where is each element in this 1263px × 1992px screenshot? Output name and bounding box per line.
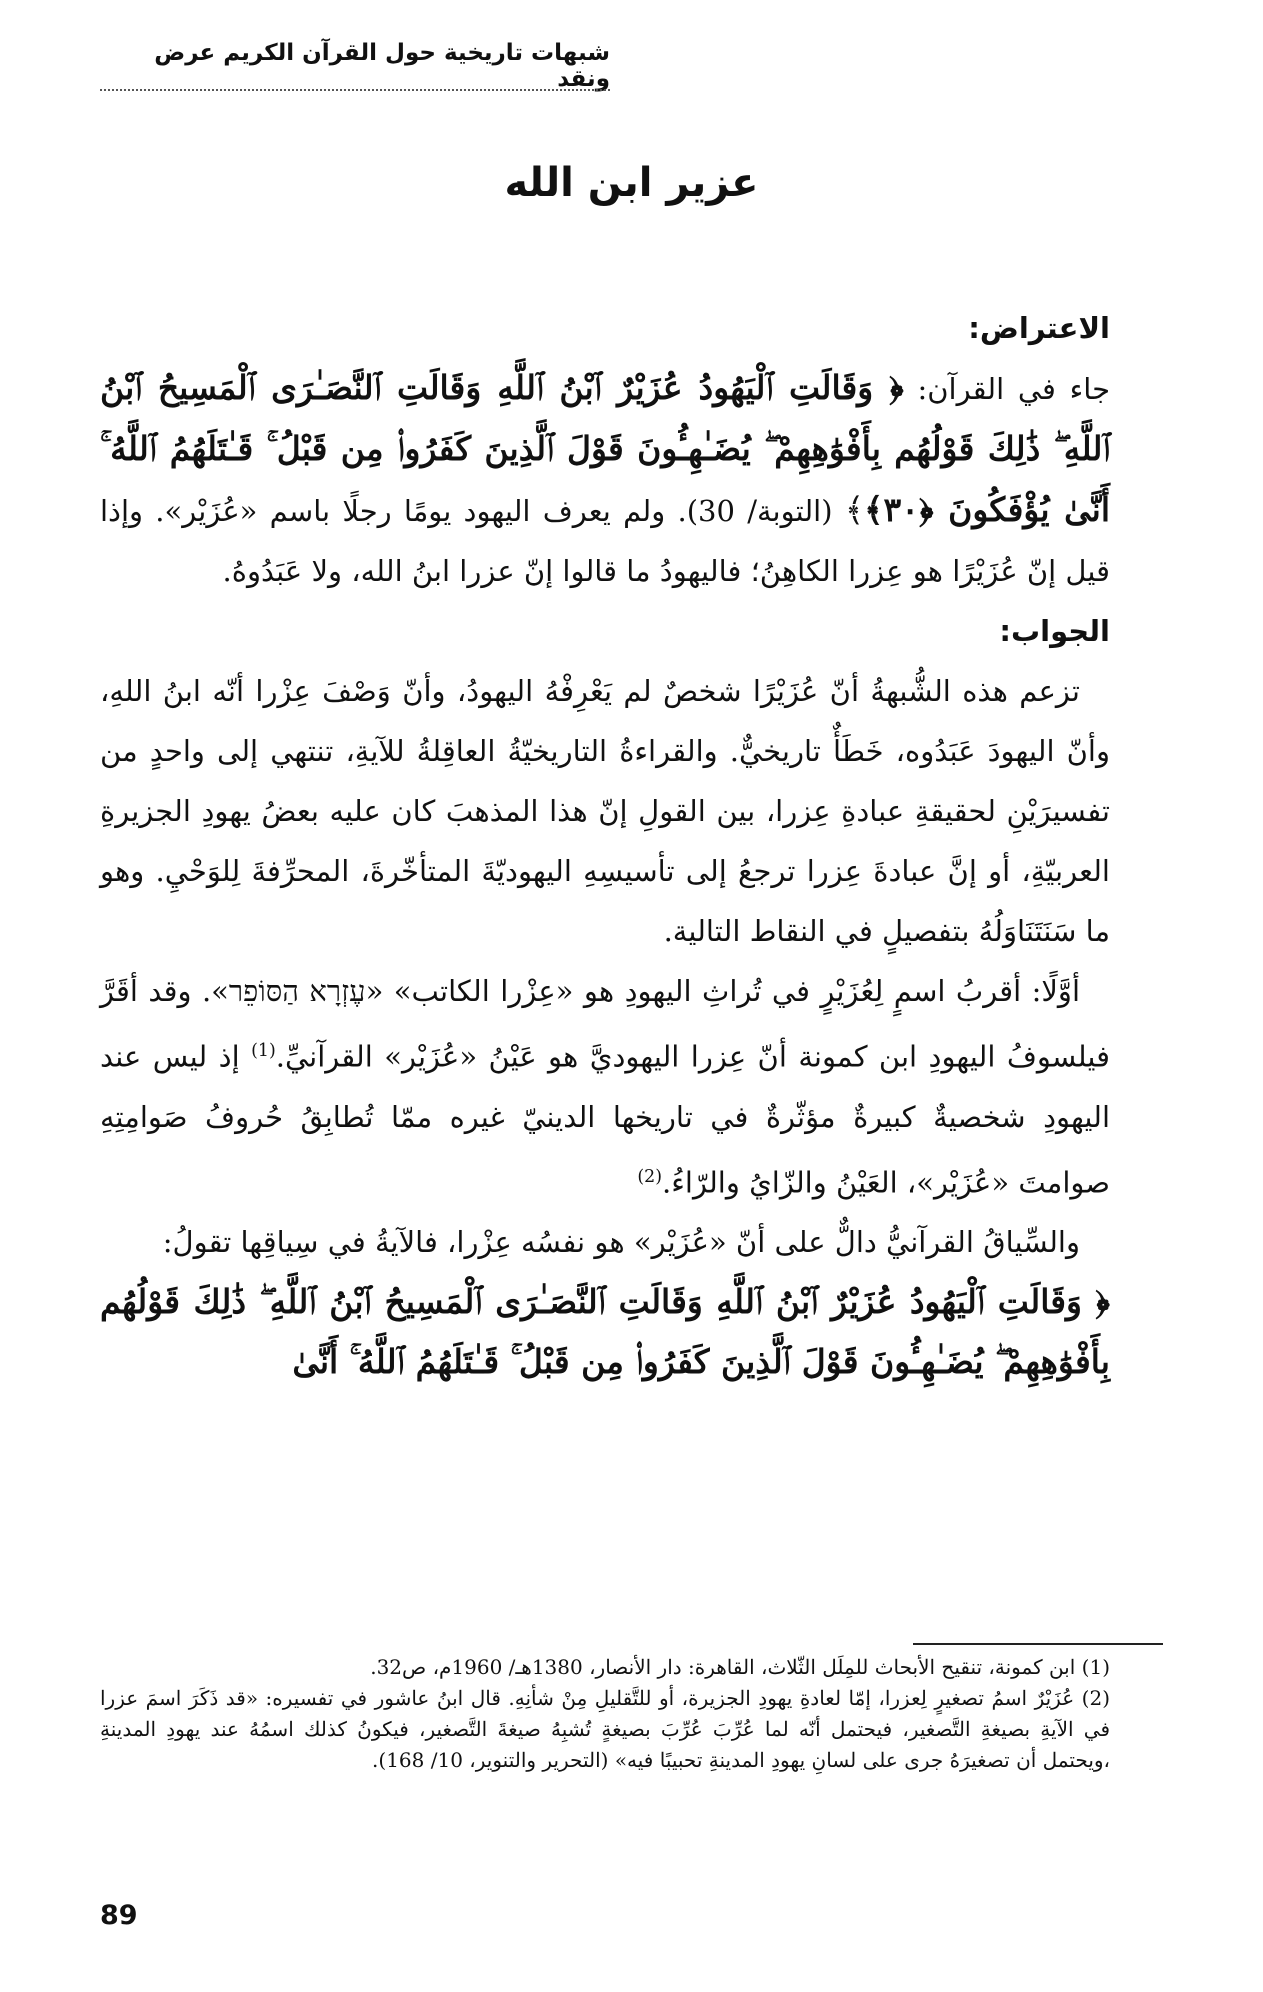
answer-label: الجواب: [999,614,1110,648]
footnote-ref-2[interactable]: (2) [637,1166,663,1187]
quran-verse-1: ﴿ وَقَالَتِ ٱلْيَهُودُ عُزَيْرٌ ٱبْنُ ٱللَّهِ وَقَالَتِ ٱلنَّصَـٰرَى ٱلْمَسِيحُ ٱبْنُ ٱللَّهِ ۖ ذَٰلِكَ قَوْلُهُم بِأَفْوَٰهِهِمْ ۖ يُضَـٰهِـُٔونَ قَوْلَ ٱلَّذِينَ كَفَرُوا۟ مِن قَبْلُ ۚ قَـٰتَلَهُمُ ٱللَّهُ ۚ أَنَّىٰ يُؤْفَكُونَ ﴿٣٠﴾ [100,368,1110,529]
main-body [100,298,1110,1392]
running-header: شبهات تاريخية حول القرآن الكريم عرض ونقد [154,40,610,92]
answer-paragraph-1: تزعم هذه الشُّبهةُ أنّ عُزَيْرًا شخصٌ لم يَعْرِفْهُ اليهودُ، وأنّ وَصْفَ عِزْرا أنّه ابنُ اللهِ، وأنّ اليهودَ عَبَدُوه، خَطَأٌ تاريخيٌّ. والقراءةُ التاريخيّةُ العاقِلةُ للآيةِ، تنتهي إلى واحدٍ من تفسيرَيْنِ لحقيقةِ عبادةِ عِزرا، بين القولِ إنّ هذا المذهبَ كان عليه بعضُ يهودِ الجزيرةِ العربيّةِ، أو إنَّ عبادةَ عِزرا ترجعُ إلى تأسيسِهِ اليهوديّةَ المتأخّرةَ، المحرِّفةَ لِلوَحْيِ. وهو ما سَنَتَنَاوَلُهُ بتفصيلٍ في النقاط التالية. [100,674,1110,948]
paragraph-2-text-a: أوَّلًا: أقربُ اسمٍ لِعُزَيْرٍ في تُراثِ اليهودِ هو «عِزْرا الكاتب» «עֶזְרָא הַסּוֹפֵר». وقد أقَرَّ فيلسوفُ اليهودِ ابن كمونة أنّ عِزرا اليهوديَّ هو عَيْنُ «عُزَيْر» القرآنيِّ. [100,974,1110,1074]
chapter-title: عزير ابن الله [504,160,759,206]
footnote-1: (1) ابن كمونة، تنقيح الأبحاث للمِلَل الثّلاث، القاهرة: دار الأنصار، 1380هـ/ 1960م، ص32. [370,1655,1110,1679]
verse-close-ornament: ﴾ [844,490,865,529]
objection-text: ولم يعرف اليهود يومًا رجلًا باسم «عُزَيْر». وإذا قيل إنّ عُزَيْرًا هو عِزرا الكاهِنُ؛ فاليهودُ ما قالوا إنّ عزرا ابنُ الله، ولا عَبَدُوهُ. [100,494,1110,588]
footnotes [100,1652,1110,1776]
objection-label: الاعتراض: [968,311,1110,345]
footnote-2: (2) عُزَيْرٌ اسمُ تصغيرٍ لِعزرا، إمّا لعادةِ يهودِ الجزيرة، أو للتَّقليلِ مِنْ شأنِهِ. قال ابنُ عاشور في تفسيره: «قد ذَكَرَ اسمَ عزرا في الآيةِ بصيغةِ التَّصغير، فيحتمل أنّه لما عُرِّبَ عُرِّبَ بصيغةٍ تُشبِهُ صيغةَ التَّصغير، فيكونُ كذلك اسمُهُ عند يهودِ المدينةِ ،ويحتمل أن تصغيرَهُ جرى على لسانِ يهودِ المدينةِ تحبيبًا فيه» (التحرير والتنوير، 10/ 168). [100,1686,1111,1772]
answer-paragraph-2 [100,961,1110,1212]
page-number: 89 [100,1900,138,1931]
verse-reference: (التوبة/ 30). [677,494,833,528]
objection-paragraph [100,358,1110,601]
answer-paragraph-3: والسِّياقُ القرآنيُّ دالٌّ على أنّ «عُزَيْر» هو نفسُه عِزْرا، فالآيةُ في سِياقِها تقولُ: [162,1225,1080,1260]
paragraph-2-text-b: إذ ليس عند اليهودِ شخصيةٌ كبيرةٌ مؤثّرةٌ في تاريخها الدينيّ غيره ممّا تُطابِقُ حُروفُ صَوامِتِهِ صوامتَ «عُزَيْر»، العَيْنُ والزّايُ والرّاءُ. [100,1039,1110,1200]
footnote-divider [913,1643,1163,1645]
objection-intro: جاء في القرآن: [903,372,1110,406]
header-divider [100,89,610,91]
footnote-ref-1[interactable]: (1) [251,1041,276,1061]
quran-verse-2: ﴿ وَقَالَتِ ٱلْيَهُودُ عُزَيْرٌ ٱبْنُ ٱللَّهِ وَقَالَتِ ٱلنَّصَـٰرَى ٱلْمَسِيحُ ٱبْنُ ٱللَّهِ ۖ ذَٰلِكَ قَوْلُهُم بِأَفْوَٰهِهِمْ ۖ يُضَـٰهِـُٔونَ قَوْلَ ٱلَّذِينَ كَفَرُوا۟ مِن قَبْلُ ۚ قَـٰتَلَهُمُ ٱللَّهُ ۚ أَنَّىٰ [100,1282,1110,1382]
